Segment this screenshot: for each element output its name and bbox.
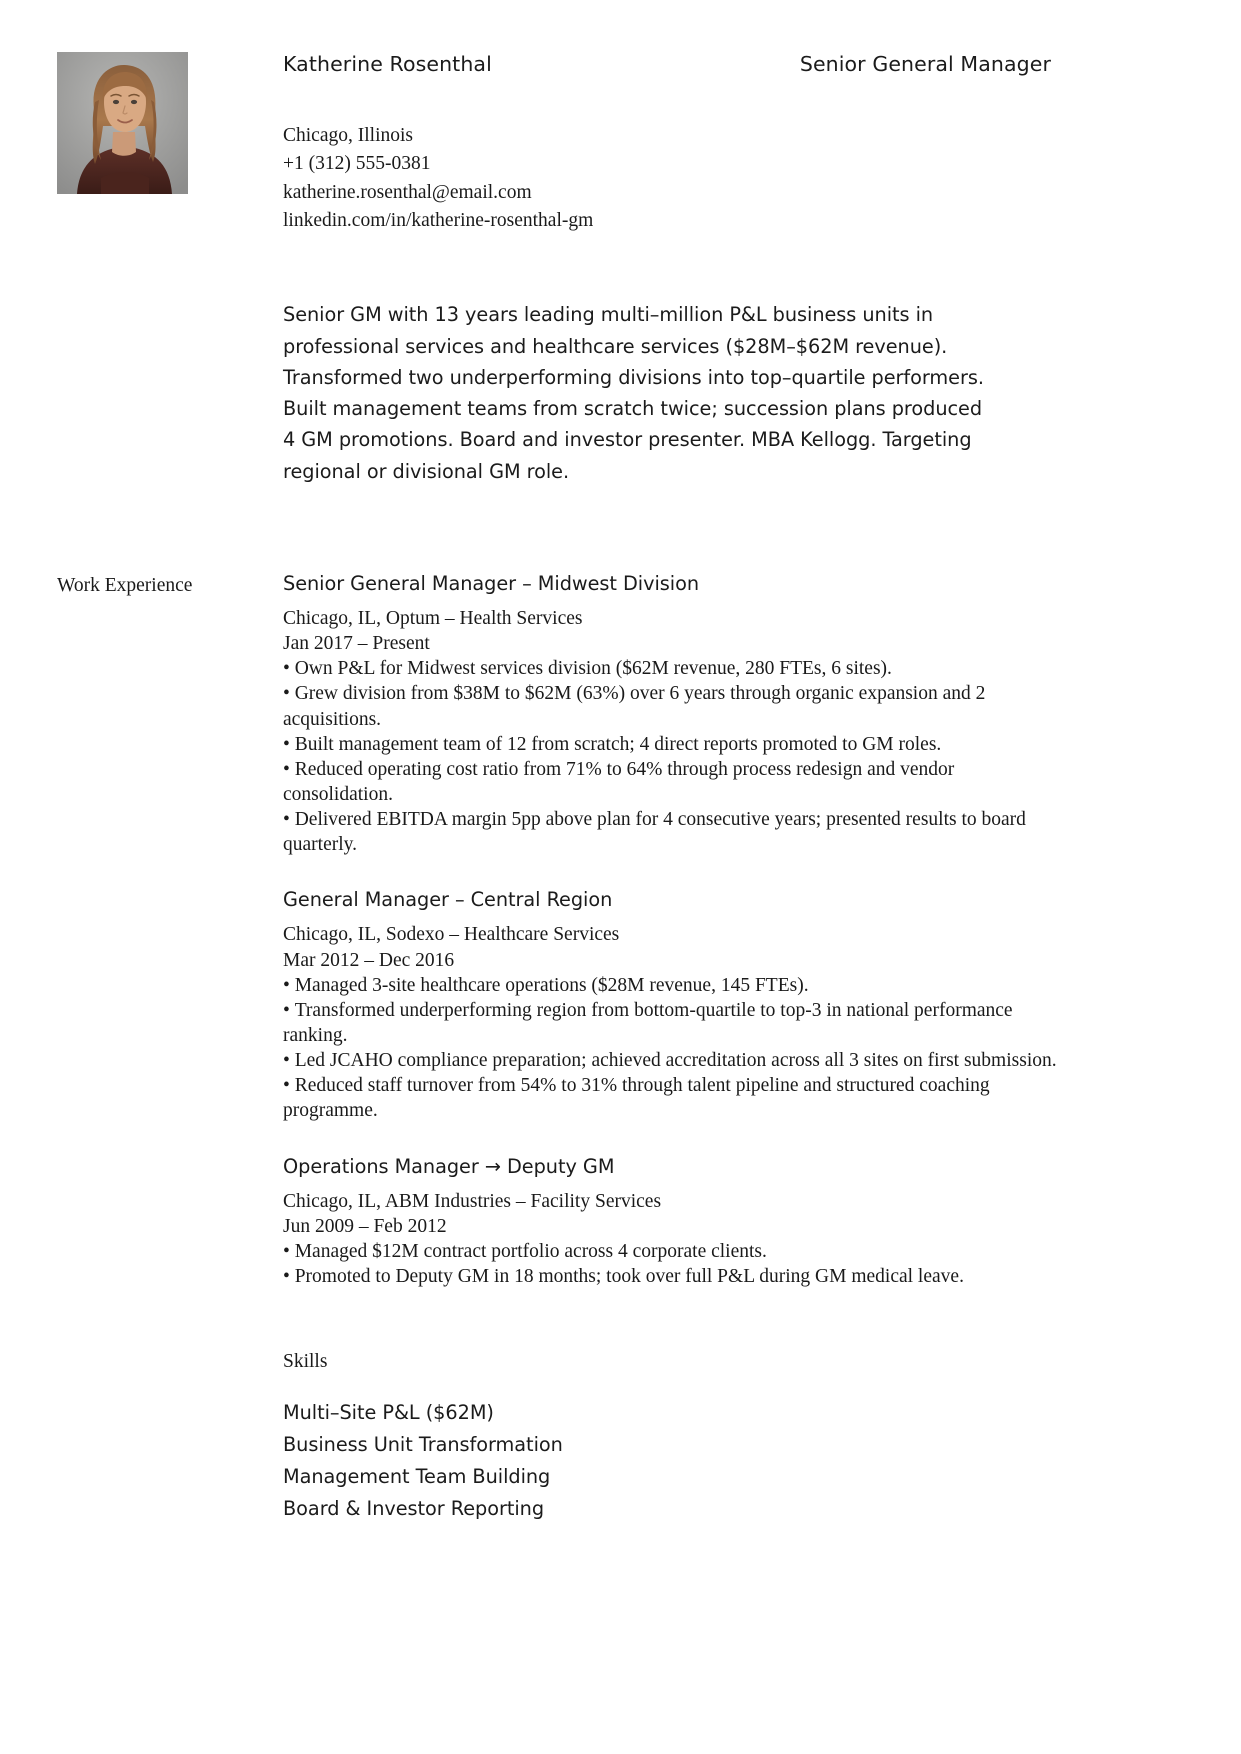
job-bullet: • Managed $12M contract portfolio across 4 corporate clients. [283, 1239, 1061, 1264]
job-dates: Jun 2009 – Feb 2012 [283, 1215, 447, 1237]
page-title: Katherine Rosenthal [283, 52, 492, 76]
job-bullets [283, 1239, 1061, 1289]
job-company: Chicago, IL, Optum – Health Services [283, 608, 583, 630]
header-content [283, 52, 1241, 235]
job-company: Chicago, IL, Sodexo – Healthcare Services [283, 924, 620, 946]
job-bullet: • Built management team of 12 from scratch; 4 direct reports promoted to GM roles. [283, 732, 1061, 757]
job-bullet: • Reduced staff turnover from 54% to 31% through talent pipeline and structured coaching programme. [283, 1073, 1061, 1123]
skill-item: Board & Investor Reporting [283, 1496, 545, 1520]
job-title: Senior General Manager – Midwest Division [283, 571, 699, 595]
contact-email[interactable]: katherine.rosenthal@email.com [283, 181, 532, 203]
work-experience-section [0, 571, 1241, 1289]
summary-text: Senior GM with 13 years leading multi–million P&L business units in professional services and healthcare services ($28M–$62M revenue). Transformed two underperforming divisions into top–quartile performers. Built management teams from scratch twice; succession plans produced 4 GM promotions. Board and investor presenter. MBA Kellogg. Targeting regional or divisional GM role. [283, 303, 984, 483]
job-entry [283, 571, 1061, 857]
contact-linkedin[interactable]: linkedin.com/in/katherine-rosenthal-gm [283, 210, 594, 231]
job-title: Operations Manager → Deputy GM [283, 1154, 615, 1178]
contact-block [283, 122, 1061, 236]
section-heading-skills: Skills [283, 1351, 328, 1373]
skill-item: Business Unit Transformation [283, 1432, 563, 1456]
job-bullet: • Promoted to Deputy GM in 18 months; took over full P&L during GM medical leave. [283, 1264, 1061, 1289]
job-company: Chicago, IL, ABM Industries – Facility Services [283, 1190, 662, 1212]
job-bullet: • Reduced operating cost ratio from 71% to 64% through process redesign and vendor consolidation. [283, 757, 1061, 807]
job-bullet: • Grew division from $38M to $62M (63%) over 6 years through organic expansion and 2 acquisitions. [283, 681, 1061, 731]
contact-phone[interactable]: +1 (312) 555-0381 [283, 153, 431, 175]
work-experience-content [283, 571, 1241, 1289]
summary-section [0, 299, 1241, 487]
job-title: General Manager – Central Region [283, 888, 613, 912]
summary-content [283, 299, 1241, 487]
job-bullet: • Delivered EBITDA margin 5pp above plan for 4 consecutive years; presented results to board quarterly. [283, 807, 1061, 857]
job-dates: Mar 2012 – Dec 2016 [283, 949, 455, 971]
skills-section [0, 1349, 1241, 1524]
avatar [57, 52, 188, 194]
job-bullet: • Transformed underperforming region from bottom-quartile to top-3 in national performance ranking. [283, 998, 1061, 1048]
header-job-title: Senior General Manager [799, 52, 1051, 76]
job-bullet: • Own P&L for Midwest services division ($62M revenue, 280 FTEs, 6 sites). [283, 656, 1061, 681]
skill-item: Management Team Building [283, 1464, 551, 1488]
job-bullet: • Managed 3-site healthcare operations ($28M revenue, 145 FTEs). [283, 973, 1061, 998]
job-bullet: • Led JCAHO compliance preparation; achieved accreditation across all 3 sites on first submission. [283, 1048, 1061, 1073]
work-experience-label-col [0, 571, 283, 598]
job-entry [283, 1154, 1061, 1290]
job-bullets [283, 656, 1061, 857]
header-top-line [283, 52, 1061, 77]
job-bullets [283, 973, 1061, 1124]
job-dates: Jan 2017 – Present [283, 633, 430, 655]
photo-cell [0, 52, 283, 194]
section-label-work-experience: Work Experience [57, 574, 193, 596]
job-entry [283, 887, 1061, 1123]
header [0, 0, 1241, 235]
skills-content [283, 1349, 1241, 1524]
skill-item: Multi–Site P&L ($62M) [283, 1400, 494, 1424]
contact-location: Chicago, Illinois [283, 124, 413, 146]
